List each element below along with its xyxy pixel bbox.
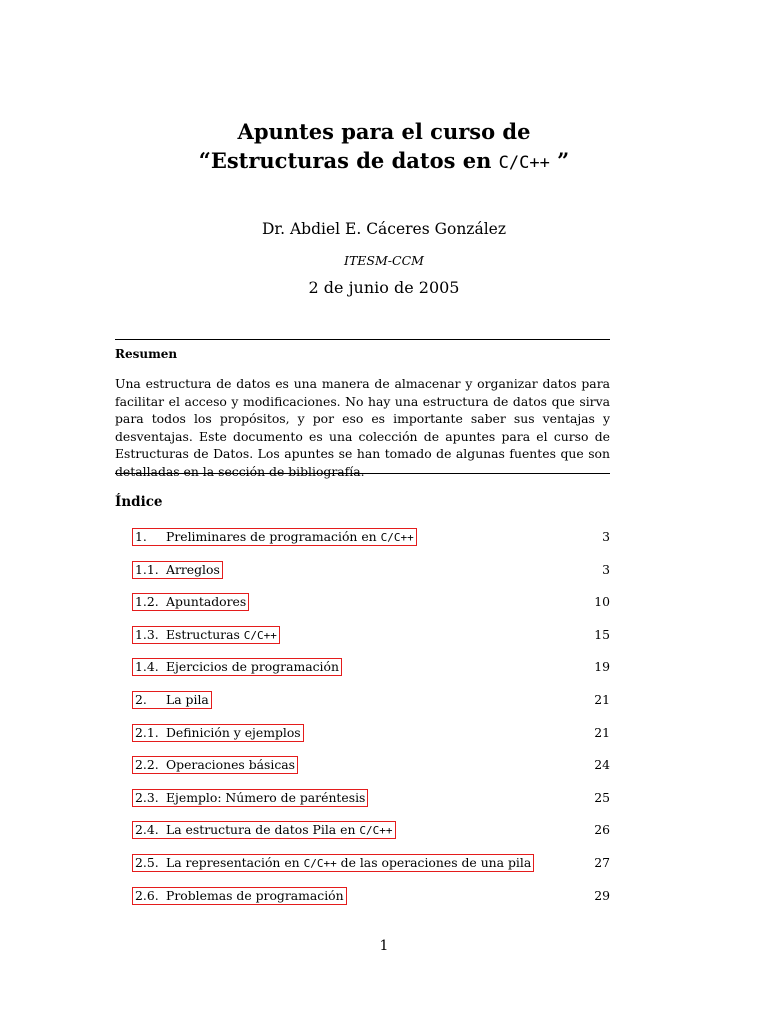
title-code: C/C++	[498, 153, 550, 173]
title-suffix: ”	[549, 148, 570, 173]
toc-section-title: Estructuras	[166, 627, 244, 642]
toc-section-code: C/C++	[303, 857, 337, 870]
toc-entry	[132, 528, 610, 548]
toc-section-number: 2.3.	[135, 790, 159, 805]
toc-section-title: Ejemplo: Número de paréntesis	[166, 790, 366, 805]
affiliation: ITESM-CCM	[344, 253, 424, 268]
toc-section-number: 1.	[135, 529, 147, 544]
abstract-top-rule	[115, 339, 610, 340]
date: 2 de junio de 2005	[308, 278, 460, 297]
toc-section-code: C/C++	[243, 629, 277, 642]
toc-section-number: 2.1.	[135, 725, 159, 740]
toc-section-title: Ejercicios de programación	[166, 659, 339, 674]
toc-page-number: 21	[594, 692, 610, 707]
toc-entry	[132, 887, 610, 907]
toc-section-title: La representación en	[166, 855, 304, 870]
toc-section-number: 2.	[135, 692, 147, 707]
toc-page-number: 24	[594, 757, 610, 772]
toc-link[interactable]	[132, 528, 417, 546]
toc-section-number: 1.4.	[135, 659, 159, 674]
toc-link[interactable]	[132, 593, 249, 611]
toc-page-number: 27	[594, 855, 610, 870]
toc-link[interactable]	[132, 691, 212, 709]
title-line-2	[0, 146, 768, 178]
toc-page-number: 10	[594, 594, 610, 609]
abstract-bottom-rule	[115, 473, 610, 474]
title-prefix: “Estructuras de datos en	[198, 148, 499, 173]
toc-section-title: Arreglos	[166, 562, 220, 577]
toc-section-code: C/C++	[359, 824, 393, 837]
toc-link[interactable]	[132, 756, 298, 774]
toc-section-number: 2.2.	[135, 757, 159, 772]
toc-entry	[132, 626, 610, 646]
toc-entry	[132, 593, 610, 613]
toc-link[interactable]	[132, 854, 534, 872]
toc-page-number: 3	[602, 529, 610, 544]
toc-page-number: 15	[594, 627, 610, 642]
toc-section-number: 1.2.	[135, 594, 159, 609]
toc-entry	[132, 724, 610, 744]
toc-entry	[132, 658, 610, 678]
toc-link[interactable]	[132, 658, 342, 676]
toc-section-number: 2.4.	[135, 822, 159, 837]
toc-entry	[132, 854, 610, 874]
toc-link[interactable]	[132, 887, 347, 905]
toc-section-number: 1.1.	[135, 562, 159, 577]
toc-section-code: C/C++	[380, 531, 414, 544]
toc-section-title: Definición y ejemplos	[166, 725, 301, 740]
toc-page-number: 26	[594, 822, 610, 837]
toc-section-title: La estructura de datos Pila en	[166, 822, 360, 837]
toc-page-number: 25	[594, 790, 610, 805]
toc-page-number: 19	[594, 659, 610, 674]
toc-section-title: Preliminares de programación en	[166, 529, 381, 544]
toc-link[interactable]	[132, 789, 368, 807]
toc-page-number: 29	[594, 888, 610, 903]
title-text: Apuntes para el curso de	[237, 119, 531, 144]
author: Dr. Abdiel E. Cáceres González	[261, 220, 507, 238]
toc-entry	[132, 691, 610, 711]
abstract-text: Una estructura de datos es una manera de almacenar y organizar datos para facilitar el acceso y modificaciones. No hay una estructura de datos que sirva para todos los propósitos, y por eso es importante saber sus ventajas y desventajas. Este documento es una colección de apuntes para el curso de Estructuras de Datos. Los apuntes se han tomado de algunas fuentes que son detalladas en la sección de bibliografía.	[115, 376, 610, 479]
toc-entry	[132, 789, 610, 809]
toc-section-title: Apuntadores	[166, 594, 247, 609]
toc-heading: Índice	[115, 494, 163, 510]
toc-page-number: 3	[602, 562, 610, 577]
toc-section-title: Operaciones básicas	[166, 757, 296, 772]
toc-entry	[132, 561, 610, 581]
toc-section-number: 1.3.	[135, 627, 159, 642]
toc-link[interactable]	[132, 821, 396, 839]
toc-section-title-rest: de las operaciones de una pila	[336, 855, 532, 870]
title-line-1	[0, 117, 768, 147]
toc-link[interactable]	[132, 561, 223, 579]
toc-page-number: 21	[594, 725, 610, 740]
toc-link[interactable]	[132, 724, 304, 742]
page-number: 1	[379, 938, 389, 954]
toc-section-title: La pila	[166, 692, 209, 707]
toc-section-number: 2.5.	[135, 855, 159, 870]
abstract-heading: Resumen	[115, 347, 178, 361]
toc-section-number: 2.6.	[135, 888, 159, 903]
toc-link[interactable]	[132, 626, 280, 644]
toc-entry	[132, 756, 610, 776]
toc-entry	[132, 821, 610, 841]
toc-section-title: Problemas de programación	[166, 888, 344, 903]
